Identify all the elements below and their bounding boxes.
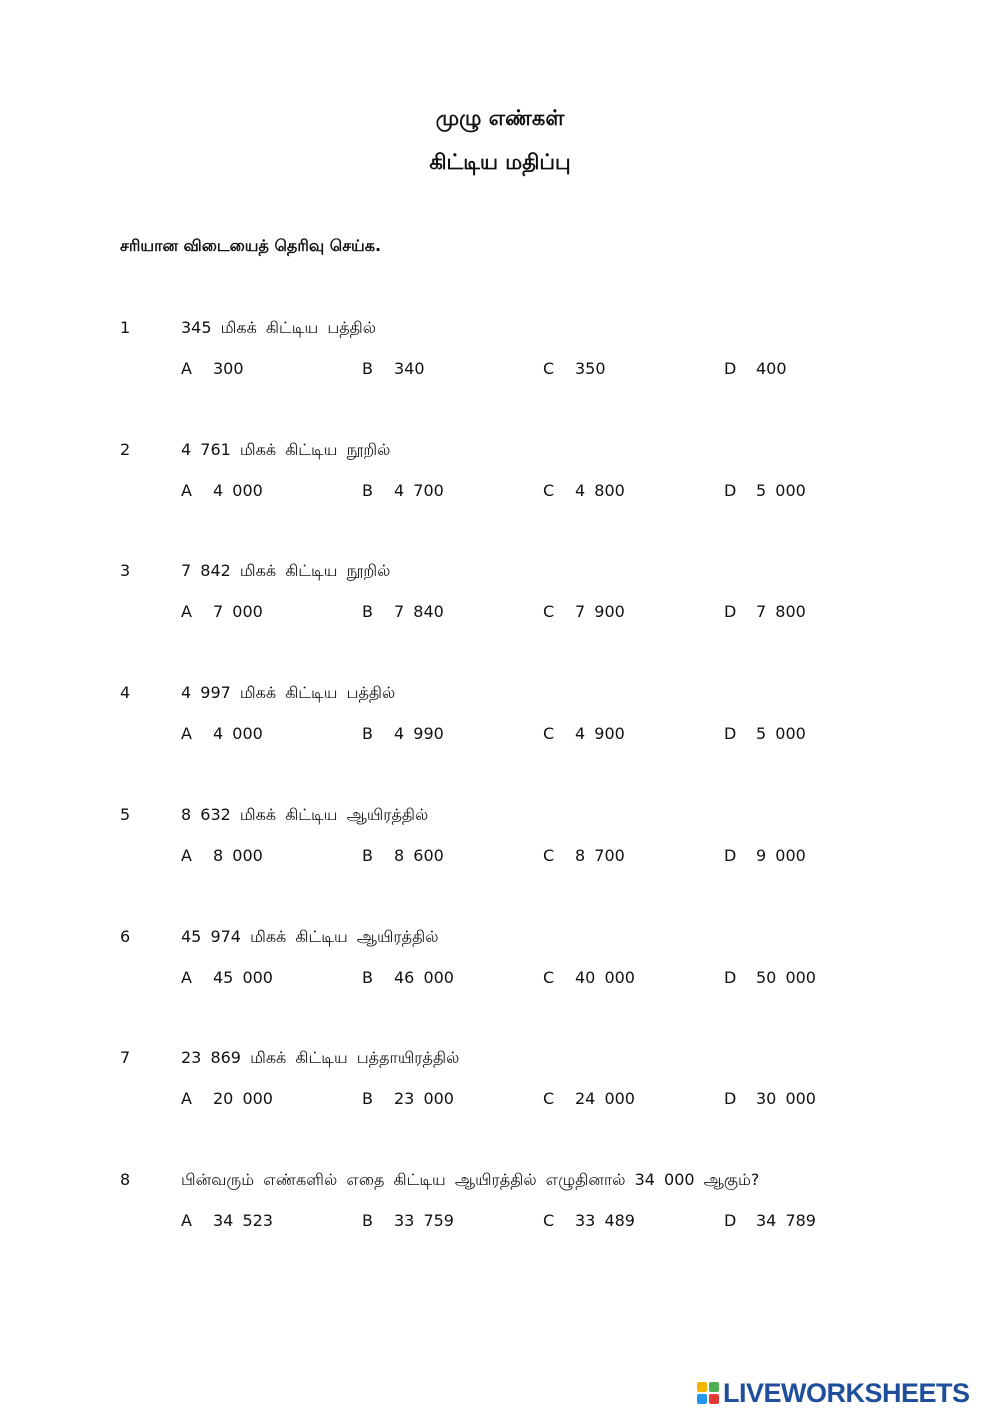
liveworksheets-logo-icon: [697, 1382, 719, 1404]
option-letter: B: [362, 359, 373, 378]
answer-option-a[interactable]: [181, 968, 273, 987]
answer-option-d[interactable]: [724, 1089, 816, 1108]
answer-option-a[interactable]: [181, 1211, 273, 1230]
logo-square-1: [697, 1382, 707, 1392]
answer-option-c[interactable]: [543, 359, 606, 378]
question-item: [0, 561, 1000, 651]
option-letter: C: [543, 724, 555, 743]
answer-option-c[interactable]: [543, 968, 635, 987]
option-letter: C: [543, 968, 555, 987]
answer-option-a[interactable]: [181, 846, 263, 865]
question-item: [0, 927, 1000, 1017]
question-item: [0, 440, 1000, 530]
option-value: 9 000: [756, 846, 806, 865]
option-letter: A: [181, 968, 192, 987]
option-letter: B: [362, 602, 373, 621]
option-value: 8 600: [394, 846, 444, 865]
answer-option-c[interactable]: [543, 724, 625, 743]
option-value: 8 000: [213, 846, 263, 865]
option-value: 350: [575, 359, 606, 378]
question-number: 8: [120, 1170, 131, 1189]
answer-option-b[interactable]: [362, 602, 444, 621]
question-number: 1: [120, 318, 131, 337]
answer-option-a[interactable]: [181, 1089, 273, 1108]
answer-option-d[interactable]: [724, 1211, 816, 1230]
answer-option-d[interactable]: [724, 968, 816, 987]
answer-option-c[interactable]: [543, 602, 625, 621]
option-letter: B: [362, 1089, 373, 1108]
option-value: 4 000: [213, 481, 263, 500]
answer-option-a[interactable]: [181, 724, 263, 743]
answer-option-c[interactable]: [543, 1089, 635, 1108]
question-item: [0, 1170, 1000, 1260]
option-value: 7 800: [756, 602, 806, 621]
answer-option-b[interactable]: [362, 1211, 454, 1230]
answer-option-c[interactable]: [543, 1211, 635, 1230]
question-item: [0, 805, 1000, 895]
answer-option-a[interactable]: [181, 481, 263, 500]
question-text: 8 632 மிகக் கிட்டிய ஆயிரத்தில்: [181, 805, 429, 824]
question-item: [0, 318, 1000, 408]
option-letter: D: [724, 481, 737, 500]
logo-square-4: [709, 1394, 719, 1404]
option-letter: A: [181, 724, 192, 743]
option-value: 4 900: [575, 724, 625, 743]
option-letter: C: [543, 481, 555, 500]
option-value: 33 489: [575, 1211, 635, 1230]
option-letter: B: [362, 481, 373, 500]
option-value: 50 000: [756, 968, 816, 987]
answer-option-a[interactable]: [181, 359, 244, 378]
option-value: 7 900: [575, 602, 625, 621]
option-letter: D: [724, 724, 737, 743]
question-text: 23 869 மிகக் கிட்டிய பத்தாயிரத்தில்: [181, 1048, 460, 1067]
answer-option-c[interactable]: [543, 481, 625, 500]
question-text: 4 997 மிகக் கிட்டிய பத்தில்: [181, 683, 396, 702]
question-text: பின்வரும் எண்களில் எதை கிட்டிய ஆயிரத்தில் எழுதினால் 34 000 ஆகும்?: [181, 1170, 760, 1189]
option-letter: C: [543, 846, 555, 865]
page-subtitle: கிட்டிய மதிப்பு: [429, 150, 571, 174]
answer-option-d[interactable]: [724, 359, 787, 378]
logo-square-3: [697, 1394, 707, 1404]
question-number: 5: [120, 805, 131, 824]
question-text: 45 974 மிகக் கிட்டிய ஆயிரத்தில்: [181, 927, 439, 946]
option-value: 40 000: [575, 968, 635, 987]
option-value: 400: [756, 359, 787, 378]
option-value: 23 000: [394, 1089, 454, 1108]
option-letter: C: [543, 602, 555, 621]
option-value: 4 000: [213, 724, 263, 743]
question-number: 7: [120, 1048, 131, 1067]
answer-option-b[interactable]: [362, 1089, 454, 1108]
option-value: 340: [394, 359, 425, 378]
option-value: 4 990: [394, 724, 444, 743]
question-text: 345 மிகக் கிட்டிய பத்தில்: [181, 318, 377, 337]
option-letter: A: [181, 1211, 192, 1230]
option-letter: A: [181, 846, 192, 865]
answer-option-b[interactable]: [362, 968, 454, 987]
question-number: 4: [120, 683, 131, 702]
option-letter: D: [724, 359, 737, 378]
option-value: 20 000: [213, 1089, 273, 1108]
logo-square-2: [709, 1382, 719, 1392]
option-letter: B: [362, 846, 373, 865]
option-value: 7 000: [213, 602, 263, 621]
question-number: 2: [120, 440, 131, 459]
option-value: 8 700: [575, 846, 625, 865]
option-value: 46 000: [394, 968, 454, 987]
option-value: 7 840: [394, 602, 444, 621]
option-letter: B: [362, 1211, 373, 1230]
option-value: 45 000: [213, 968, 273, 987]
option-letter: A: [181, 359, 192, 378]
option-letter: B: [362, 724, 373, 743]
option-letter: D: [724, 968, 737, 987]
question-text: 7 842 மிகக் கிட்டிய நூறில்: [181, 561, 391, 580]
answer-option-b[interactable]: [362, 481, 444, 500]
option-letter: B: [362, 968, 373, 987]
question-number: 6: [120, 927, 131, 946]
answer-option-d[interactable]: [724, 481, 806, 500]
option-value: 30 000: [756, 1089, 816, 1108]
option-value: 24 000: [575, 1089, 635, 1108]
answer-option-d[interactable]: [724, 724, 806, 743]
answer-option-b[interactable]: [362, 359, 425, 378]
liveworksheets-logo: [697, 1377, 970, 1409]
option-value: 300: [213, 359, 244, 378]
page-title: முழு எண்கள்: [435, 106, 565, 130]
logo-text: LIVEWORKSHEETS: [723, 1377, 970, 1408]
answer-option-c[interactable]: [543, 846, 625, 865]
question-text: 4 761 மிகக் கிட்டிய நூறில்: [181, 440, 391, 459]
option-letter: D: [724, 1211, 737, 1230]
option-value: 5 000: [756, 481, 806, 500]
question-item: [0, 683, 1000, 773]
option-letter: C: [543, 1211, 555, 1230]
option-value: 5 000: [756, 724, 806, 743]
option-value: 33 759: [394, 1211, 454, 1230]
option-letter: C: [543, 1089, 555, 1108]
answer-option-b[interactable]: [362, 724, 444, 743]
instruction-text: சரியான விடையைத் தெரிவு செய்க.: [120, 236, 382, 255]
option-letter: D: [724, 602, 737, 621]
option-letter: A: [181, 481, 192, 500]
option-letter: D: [724, 846, 737, 865]
option-letter: D: [724, 1089, 737, 1108]
option-letter: A: [181, 602, 192, 621]
answer-option-d[interactable]: [724, 846, 806, 865]
answer-option-a[interactable]: [181, 602, 263, 621]
question-item: [0, 1048, 1000, 1138]
answer-option-b[interactable]: [362, 846, 444, 865]
option-value: 4 700: [394, 481, 444, 500]
answer-option-d[interactable]: [724, 602, 806, 621]
option-letter: C: [543, 359, 555, 378]
option-letter: A: [181, 1089, 192, 1108]
option-value: 34 789: [756, 1211, 816, 1230]
question-number: 3: [120, 561, 131, 580]
option-value: 4 800: [575, 481, 625, 500]
option-value: 34 523: [213, 1211, 273, 1230]
